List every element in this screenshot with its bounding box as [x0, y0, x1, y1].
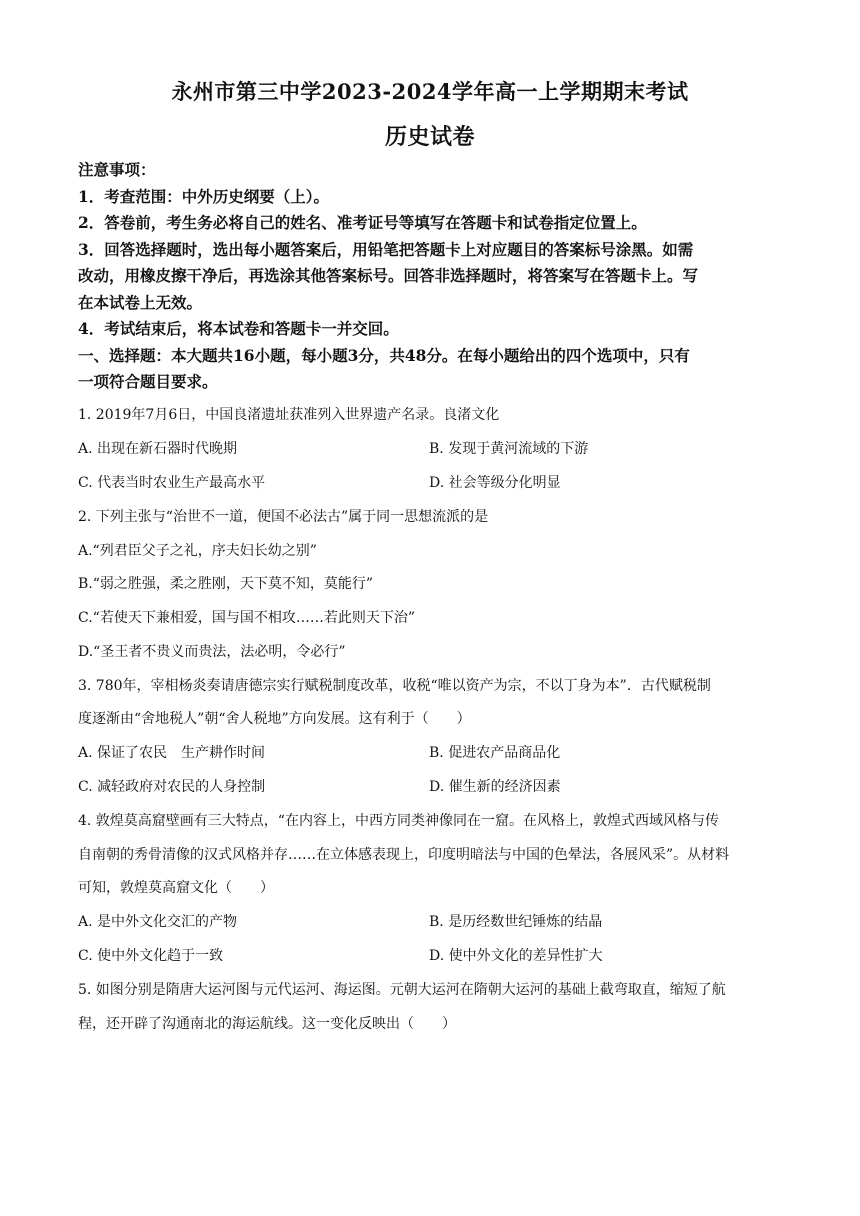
notice-heading: 注意事项： [78, 160, 156, 179]
question-stem: 4. 敦煌莫高窟壁画有三大特点，“在内容上，中西方同类神像同在一窟。在风格上，敦煌式西域风格与传 [78, 813, 719, 829]
notice-item: 改动，用橡皮擦干净后，再选涂其他答案标号。回答非选择题时，将答案写在答题卡上。写 [78, 266, 699, 285]
question-stem: 2. 下列主张与“治世不一道，便国不必法古”属于同一思想流派的是 [78, 509, 489, 525]
option-c: C. 使中外文化趋于一致 [78, 948, 224, 964]
option-d: D. 社会等级分化明显 [429, 475, 561, 491]
option-b: B. 是历经数世纪锤炼的结晶 [429, 914, 603, 930]
option-d: D. 使中外文化的差异性扩大 [429, 948, 603, 964]
option-c: C. 代表当时农业生产最高水平 [78, 475, 266, 491]
notice-block [78, 157, 788, 396]
question-stem: 1. 2019年7月6日，中国良渚遗址获准列入世界遗产名录。良渚文化 [78, 407, 500, 423]
option-a: A. 保证了农民 生产耕作时间 [78, 745, 266, 761]
question-stem-cont: 程，还开辟了沟通南北的海运航线。这一变化反映出（ ） [78, 1016, 456, 1032]
option-a: A.“列君臣父子之礼，序夫妇长幼之别” [78, 543, 317, 559]
section-heading: 一项符合题目要求。 [78, 372, 218, 391]
question-stem-cont: 度逐渐由“舍地税人”朝“舍人税地”方向发展。这有利于（ ） [78, 711, 471, 727]
notice-item: 3．回答选择题时，选出每小题答案后，用铅笔把答题卡上对应题目的答案标号涂黑。如需 [78, 239, 694, 259]
option-b: B.“弱之胜强，柔之胜刚，天下莫不知，莫能行” [78, 576, 374, 592]
question-stem: 5. 如图分别是隋唐大运河图与元代运河、海运图。元朝大运河在隋朝大运河的基础上截弯取直，缩短了航 [78, 982, 726, 998]
notice-item: 在本试卷上无效。 [78, 292, 203, 312]
option-a: A. 是中外文化交汇的产物 [78, 914, 238, 930]
section-heading: 一、选择题：本大题共16小题，每小题3分，共48分。在每小题给出的四个选项中，只有 [78, 345, 690, 365]
question-stem: 3. 780年，宰相杨炎奏请唐德宗实行赋税制度改革，收税“唯以资产为宗，不以丁身为本”．古代赋税制 [78, 678, 711, 694]
option-b: B. 促进农产品商品化 [429, 745, 561, 761]
notice-item: 4．考试结束后，将本试卷和答题卡一并交回。 [78, 319, 399, 338]
option-d: D.“圣王者不贵义而贵法，法必明，令必行” [78, 644, 346, 660]
option-c: C. 减轻政府对农民的人身控制 [78, 779, 266, 795]
page-subtitle: 历史试卷 [384, 124, 475, 150]
notice-item: 1．考查范围：中外历史纲要（上）。 [78, 186, 330, 206]
option-b: B. 发现于黄河流域的下游 [429, 441, 589, 457]
question-stem-cont: 可知，敦煌莫高窟文化（ ） [78, 880, 274, 896]
notice-item: 2．答卷前，考生务必将自己的姓名、准考证号等填写在答题卡和试卷指定位置上。 [78, 213, 647, 232]
page-title: 永州市第三中学2023-2024学年高一上学期期末考试 [171, 79, 689, 104]
question-stem-cont: 自南朝的秀骨清像的汉式风格并存……在立体感表现上，印度明暗法与中国的色晕法，各展风采”。从材料 [78, 847, 730, 863]
option-a: A. 出现在新石器时代晚期 [78, 441, 238, 457]
option-d: D. 催生新的经济因素 [429, 779, 561, 795]
option-c: C.“若使天下兼相爱，国与国不相攻……若此则天下治” [78, 610, 415, 626]
